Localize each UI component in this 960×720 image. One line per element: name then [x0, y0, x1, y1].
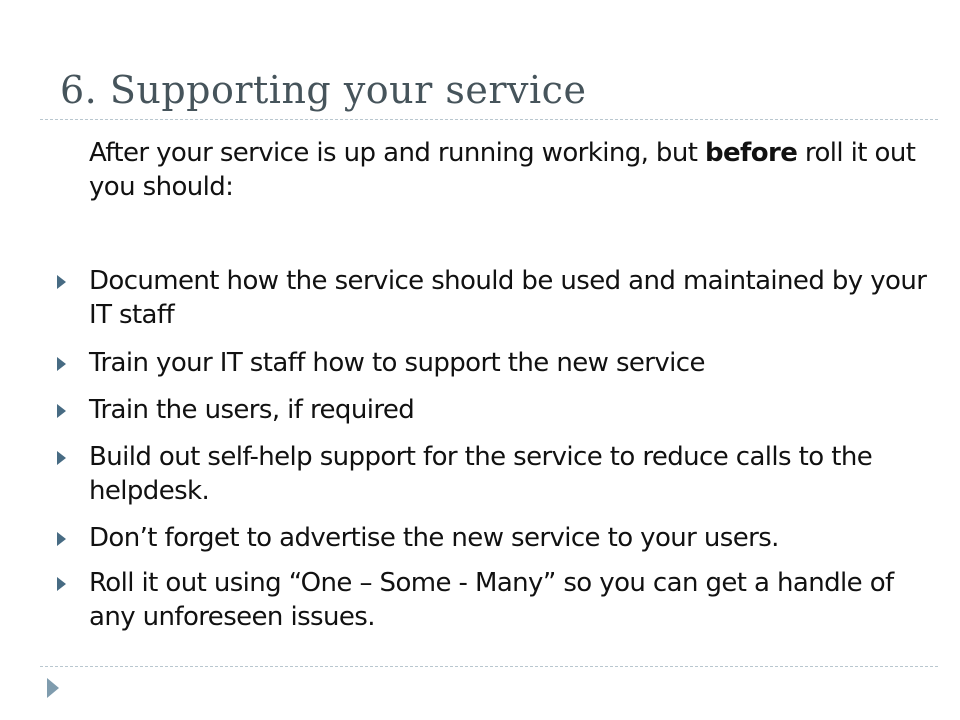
intro-text-start: After your service is up and running working, but	[89, 138, 705, 168]
footer-divider	[40, 666, 938, 667]
bullet-text: Don’t forget to advertise the new service to your users.	[89, 523, 779, 553]
bullet-text: Build out self-help support for the service to reduce calls to the helpdesk.	[89, 442, 873, 506]
bullet-text: Train your IT staff how to support the new service	[89, 348, 705, 378]
triangle-right-icon	[57, 357, 66, 371]
triangle-right-icon	[57, 532, 66, 546]
slide-title: 6. Supporting your service	[60, 68, 587, 112]
bullet-text: Train the users, if required	[89, 395, 415, 425]
triangle-right-icon	[57, 451, 66, 465]
triangle-right-icon	[47, 678, 59, 698]
triangle-right-icon	[57, 404, 66, 418]
bullet-text: Document how the service should be used and maintained by your IT staff	[89, 266, 927, 330]
intro-paragraph	[89, 136, 929, 204]
triangle-right-icon	[57, 577, 66, 591]
triangle-right-icon	[57, 275, 66, 289]
intro-bold-word: before	[704, 138, 798, 168]
bullet-text: Roll it out using “One – Some - Many” so you can get a handle of any unforeseen issues.	[89, 568, 894, 632]
intro-text-end: roll it out you should:	[89, 138, 916, 202]
